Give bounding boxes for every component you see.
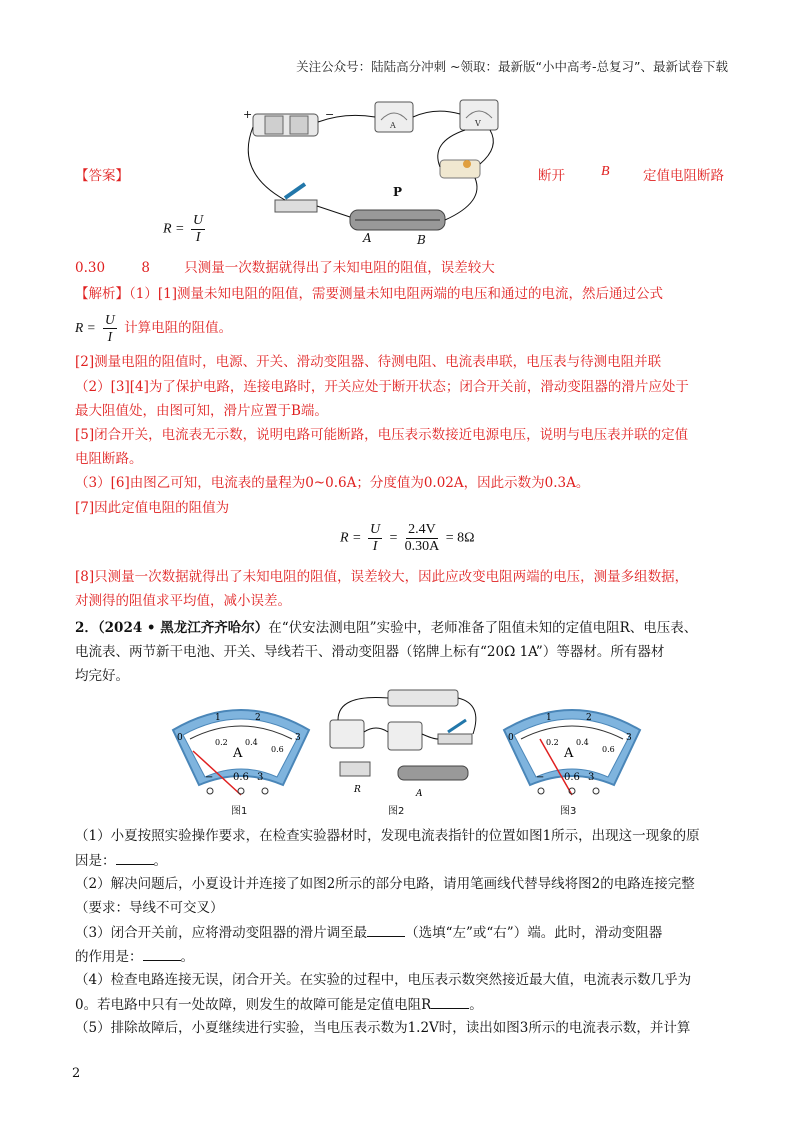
svg-text:0.4: 0.4 bbox=[576, 738, 589, 747]
subq-3-line-1: （3）闭合开关前，应将滑动变阻器的滑片调至最 （选填“左”或“右”）端。此时，滑动变阻器 bbox=[75, 922, 662, 943]
svg-text:A: A bbox=[416, 789, 423, 799]
voltmeter-icon bbox=[330, 720, 364, 748]
subq-5-line-1: （5）排除故障后，小夏继续进行实验，当电压表示数为1.2V时，读出如图3所示的电流表示数，并计算 bbox=[75, 1020, 691, 1036]
svg-text:1: 1 bbox=[546, 713, 552, 723]
page-number: 2 bbox=[72, 1066, 81, 1081]
analysis-line-1: 【解析】（1）[1]测量未知电阻的阻值，需要测量未知电阻两端的电压和通过的电流，然后通过公式 bbox=[75, 286, 663, 302]
question-2-line-2: 电流表、两节新干电池、开关、导线若干、滑动变阻器（铭牌上标有“20Ω 1A”）等器材。所有器材 bbox=[75, 644, 665, 660]
answer-blank-1: 断开 bbox=[538, 168, 565, 184]
switch-icon bbox=[275, 200, 317, 212]
answer-blank[interactable] bbox=[431, 994, 469, 1009]
resistor-icon bbox=[440, 160, 480, 178]
analysis-line-9: [7]因此定值电阻的阻值为 bbox=[75, 500, 230, 516]
ammeter-label: A bbox=[390, 121, 396, 130]
svg-text:2: 2 bbox=[586, 713, 592, 723]
subq-1-line-2: 因是： 。 bbox=[75, 850, 167, 871]
svg-text:3: 3 bbox=[295, 733, 301, 743]
svg-text:0.6: 0.6 bbox=[602, 745, 615, 754]
analysis-line-2: R = $\frac{U}{I}$ 计算电阻的阻值。 bbox=[75, 312, 233, 344]
answer-formula: R = $\frac{U}{I}$ bbox=[163, 213, 204, 245]
svg-text:0: 0 bbox=[508, 733, 514, 743]
terminal-b-label: B bbox=[417, 233, 426, 247]
subq-1-line-1: （1）小夏按照实验操作要求，在检查实验器材时，发现电流表指针的位置如图1所示，出现这一现象的原 bbox=[75, 828, 700, 844]
figure-2-circuit bbox=[318, 684, 488, 802]
subq-4-line-1: （4）检查电路连接无误，闭合开关。在实验的过程中，电压表示数突然接近最大值，电流表示数几乎为 bbox=[75, 972, 692, 988]
analysis-line-4: （2）[3][4]为了保护电路，连接电路时，开关应处于断开状态；闭合开关前，滑动变阻器的滑片应处于 bbox=[75, 379, 689, 395]
svg-text:A: A bbox=[564, 746, 574, 761]
plus-label: + bbox=[243, 108, 253, 121]
svg-text:3: 3 bbox=[626, 733, 632, 743]
battery-icon bbox=[388, 690, 458, 706]
voltmeter-label: V bbox=[475, 119, 481, 128]
page-header: 关注公众号：陆陆高分冲刺 ~领取：最新版“小中高考-总复习”、最新试卷下载 bbox=[296, 59, 728, 74]
analysis-line-10: [8]只测量一次数据就得出了未知电阻的阻值，误差较大，因此应改变电阻两端的电压，测量多组数据， bbox=[75, 569, 689, 585]
subq-2-line-2: （要求：导线不可交叉） bbox=[75, 900, 224, 916]
svg-text:3: 3 bbox=[257, 772, 264, 783]
answer-blank[interactable] bbox=[367, 922, 405, 937]
analysis-line-8: （3）[6]由图乙可知，电流表的量程为0~0.6A；分度值为0.02A，因此示数为0.3A。 bbox=[75, 475, 590, 491]
analysis-tag: 【解析】 bbox=[75, 286, 129, 302]
ammeter-icon bbox=[388, 722, 422, 750]
slider-p-label: P bbox=[393, 185, 403, 199]
circuit-diagram-1 bbox=[235, 92, 505, 252]
subq-2-line-1: （2）解决问题后，小夏设计并连接了如图2所示的部分电路，请用笔画线代替导线将图2的电路连接完整 bbox=[75, 876, 695, 892]
svg-text:−: − bbox=[536, 772, 545, 783]
svg-text:0.6: 0.6 bbox=[564, 772, 580, 783]
figure-1-caption: 图1 bbox=[231, 806, 248, 817]
answer-blank[interactable] bbox=[116, 850, 154, 865]
figure-2-caption: 图2 bbox=[388, 806, 405, 817]
svg-text:R: R bbox=[354, 785, 361, 795]
resistor-icon bbox=[340, 762, 370, 776]
analysis-line-6: [5]闭合开关，电流表无示数，说明电路可能断路，电压表示数接近电源电压，说明与电压表并联的定值 bbox=[75, 427, 689, 443]
svg-text:0.4: 0.4 bbox=[245, 738, 258, 747]
svg-text:0.6: 0.6 bbox=[233, 772, 249, 783]
svg-text:2: 2 bbox=[255, 713, 261, 723]
svg-text:0.2: 0.2 bbox=[546, 738, 559, 747]
answer-row-2: 0.30 8 只测量一次数据就得出了未知电阻的阻值，误差较大 bbox=[75, 260, 495, 276]
svg-text:0.2: 0.2 bbox=[215, 738, 228, 747]
minus-label: − bbox=[325, 108, 335, 121]
answer-blank-3: 定值电阻断路 bbox=[643, 168, 724, 184]
answer-blank[interactable] bbox=[143, 946, 181, 961]
subq-4-line-2: 0。若电路中只有一处故障，则发生的故障可能是定值电阻R 。 bbox=[75, 994, 483, 1015]
svg-text:−: − bbox=[205, 772, 214, 783]
figure-1-ammeter bbox=[165, 695, 317, 807]
question-2-line-1: 2．（2024 • 黑龙江齐齐哈尔）在“伏安法测电阻”实验中，老师准备了阻值未知的定值电阻R、电压表、 bbox=[75, 620, 698, 636]
svg-text:1: 1 bbox=[215, 713, 221, 723]
switch-icon bbox=[438, 734, 472, 744]
analysis-line-3: [2]测量电阻的阻值时，电源、开关、滑动变阻器、待测电阻、电流表串联，电压表与待测电阻并联 bbox=[75, 354, 662, 370]
answer-blank-2: B bbox=[601, 164, 610, 179]
svg-text:0: 0 bbox=[177, 733, 183, 743]
figure-3-ammeter bbox=[496, 695, 648, 807]
answer-tag: 【答案】 bbox=[75, 168, 129, 184]
analysis-line-7: 电阻断路。 bbox=[75, 451, 143, 467]
svg-text:A: A bbox=[233, 746, 243, 761]
analysis-line-11: 对测得的阻值求平均值，减小误差。 bbox=[75, 593, 291, 609]
question-2-line-3: 均完好。 bbox=[75, 668, 129, 684]
analysis-line-5: 最大阻值处，由图可知，滑片应置于B端。 bbox=[75, 403, 328, 419]
svg-text:0.6: 0.6 bbox=[271, 745, 284, 754]
rheostat-icon bbox=[398, 766, 468, 780]
svg-text:3: 3 bbox=[588, 772, 595, 783]
terminal-a-label: A bbox=[363, 231, 372, 245]
subq-3-line-2: 的作用是： 。 bbox=[75, 946, 194, 967]
figure-3-caption: 图3 bbox=[560, 806, 577, 817]
analysis-equation: R = $\frac{U}{I}$ = $\frac{2.4V}{0.30A}$ = 8Ω bbox=[340, 522, 475, 554]
